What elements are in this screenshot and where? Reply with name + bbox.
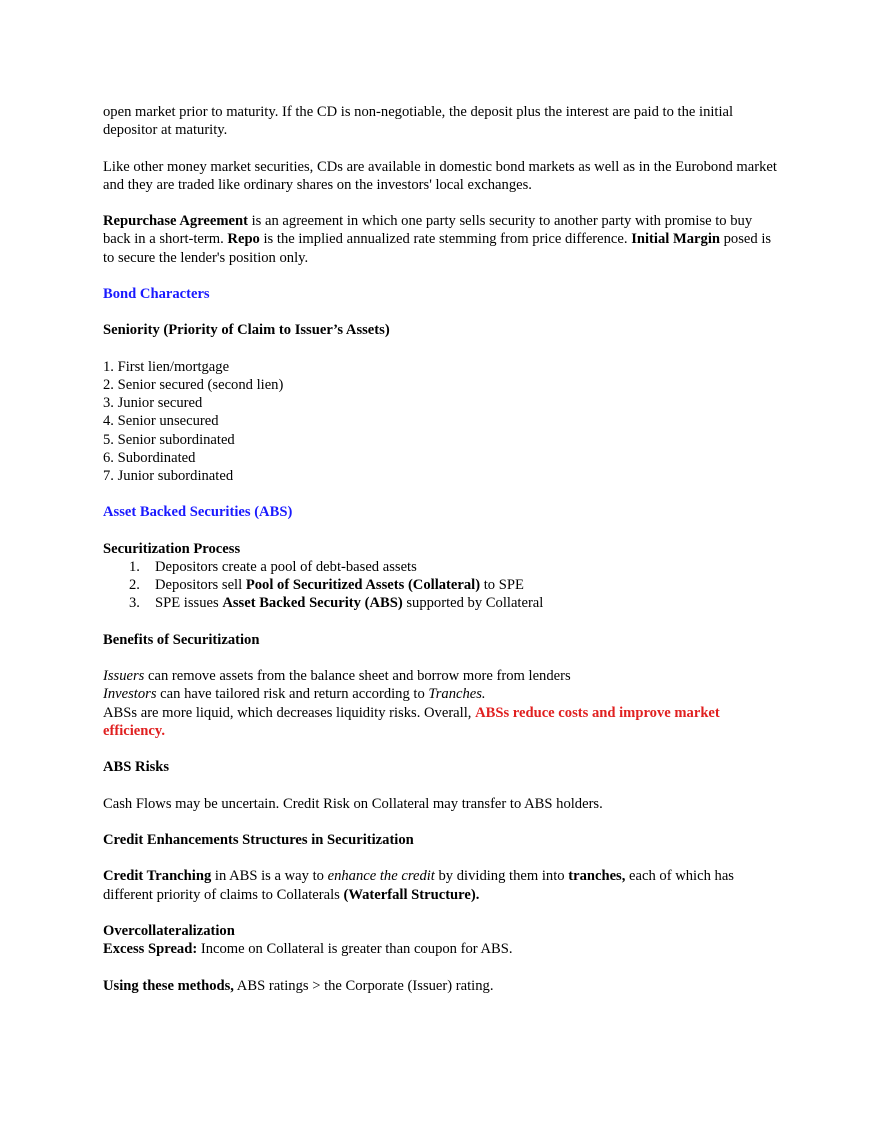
benefits-line-liquidity [103, 704, 780, 740]
repo-paragraph [103, 212, 780, 267]
step-bold: Asset Backed Security (ABS) [222, 595, 403, 612]
benefits-line-investors [103, 685, 780, 703]
paragraph-text: by dividing them into [434, 868, 569, 885]
excess-spread-line [103, 940, 780, 958]
paragraph-text: ABS ratings > the Corporate (Issuer) rating. [233, 977, 494, 994]
list-item: 2. Senior secured (second lien) [103, 376, 284, 393]
repo-rate-term: Repo [227, 231, 260, 248]
abs-risks-title: ABS Risks [103, 759, 170, 776]
step-number: 3. [129, 595, 140, 612]
overcollateralization-title: Overcollateralization [103, 922, 235, 939]
cd-paragraph-1: open market prior to maturity. If the CD is non-negotiable, the deposit plus the interest are paid to the initial depositor at maturity. [103, 104, 734, 139]
list-item [103, 594, 780, 612]
cd-paragraph-2: Like other money market securities, CDs are available in domestic bond markets as well as in the Eurobond market and they are traded like ordinary shares on the investors' local exchanges. [103, 158, 777, 193]
bond-characters-heading: Bond Characters [103, 285, 210, 302]
list-item: 1. First lien/mortgage [103, 358, 230, 375]
seniority-title: Seniority (Priority of Claim to Issuer’s Assets) [103, 322, 390, 339]
step-text: to SPE [480, 577, 524, 594]
seniority-list [103, 358, 780, 485]
excess-spread-term: Excess Spread: [103, 941, 198, 958]
initial-margin-term: Initial Margin [631, 231, 720, 248]
list-item: 5. Senior subordinated [103, 431, 235, 448]
list-item: 7. Junior subordinated [103, 467, 234, 484]
step-text: Depositors sell [155, 577, 246, 594]
paragraph-text: Income on Collateral is greater than coupon for ABS. [197, 941, 513, 958]
abs-heading: Asset Backed Securities (ABS) [103, 504, 293, 521]
credit-enhancements-title: Credit Enhancements Structures in Securitization [103, 831, 414, 848]
repo-text-2: is the implied annualized rate stemming from price difference. [259, 231, 632, 248]
step-bold: Pool of Securitized Assets (Collateral) [245, 577, 481, 594]
step-text: Depositors create a pool of debt-based assets [155, 558, 417, 575]
benefits-text: can remove assets from the balance sheet and borrow more from lenders [144, 668, 571, 685]
benefits-text: can have tailored risk and return according to [156, 686, 429, 703]
list-item [103, 558, 780, 576]
paragraph-text: each of which has different priority of claims to Collaterals [103, 868, 734, 903]
list-item: 4. Senior unsecured [103, 413, 219, 430]
list-item: 6. Subordinated [103, 449, 196, 466]
benefits-text: ABSs are more liquid, which decreases liquidity risks. Overall, [103, 704, 476, 721]
repo-term: Repurchase Agreement [103, 213, 248, 230]
abs-risks-text: Cash Flows may be uncertain. Credit Risk on Collateral may transfer to ABS holders. [103, 795, 603, 812]
list-item [103, 576, 780, 594]
step-number: 1. [129, 558, 140, 575]
benefits-line-issuers [103, 667, 780, 685]
step-number: 2. [129, 577, 140, 594]
step-text: supported by Collateral [402, 595, 544, 612]
credit-tranching-paragraph [103, 867, 780, 903]
issuers-term: Issuers [103, 668, 145, 685]
waterfall-term: (Waterfall Structure). [343, 886, 480, 903]
red-emphasis: ABSs reduce costs and improve market efficiency. [103, 704, 720, 739]
enhance-credit-term: enhance the credit [327, 868, 435, 885]
tranches-term: tranches, [568, 868, 626, 885]
paragraph-text: in ABS is a way to [211, 868, 328, 885]
credit-tranching-term: Credit Tranching [103, 868, 212, 885]
step-text: SPE issues [155, 595, 223, 612]
investors-term: Investors [103, 686, 157, 703]
methods-term: Using these methods, [103, 977, 234, 994]
list-item: 3. Junior secured [103, 395, 203, 412]
repo-text-1: is an agreement in which one party sells security to another party with promise to buy back in a short-term. [103, 213, 753, 248]
securitization-steps [103, 558, 780, 613]
repo-text-3: posed is to secure the lender's position only. [103, 231, 772, 266]
benefits-title: Benefits of Securitization [103, 631, 260, 648]
tranches-term: Tranches. [428, 686, 486, 703]
ratings-line [103, 977, 780, 995]
securitization-title: Securitization Process [103, 540, 241, 557]
